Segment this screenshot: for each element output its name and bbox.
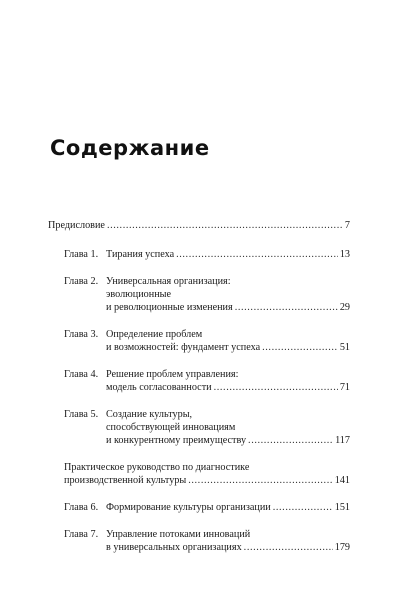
chapter-title-line: Универсальная организация:	[106, 276, 231, 287]
toc-entry-chapter-5	[48, 408, 350, 447]
chapter-number: Глава 4.	[64, 369, 99, 380]
chapter-title-line: модель согласованности	[106, 382, 212, 393]
leader-dots	[214, 381, 338, 394]
chapter-title-line: Формирование культуры организации	[106, 502, 271, 513]
chapter-number: Глава 7.	[64, 529, 99, 540]
leader-dots	[176, 248, 338, 261]
toc-page-number: 7	[344, 220, 350, 231]
toc-page-number: 51	[339, 342, 350, 353]
chapter-number: Глава 3.	[64, 329, 99, 340]
chapter-number: Глава 6.	[64, 502, 99, 513]
leader-dots	[107, 219, 343, 232]
chapter-number: Глава 5.	[64, 409, 99, 420]
chapter-title-line: в универсальных организациях	[106, 542, 242, 553]
chapter-number: Глава 1.	[64, 249, 99, 260]
chapter-title-line: и возможностей: фундамент успеха	[106, 342, 261, 353]
leader-dots	[262, 341, 338, 354]
toc-entry-chapter-7	[48, 528, 350, 554]
toc-entry-chapter-2	[48, 275, 350, 314]
toc-page-number: 141	[334, 475, 350, 486]
chapter-number: Глава 2.	[64, 276, 99, 287]
toc-entry-chapter-6	[48, 501, 350, 514]
chapter-title-line: Определение проблем	[106, 329, 203, 340]
toc-page-number: 29	[339, 302, 350, 313]
toc-entry-preface	[48, 219, 350, 232]
chapter-title-line: и революционные изменения	[106, 302, 233, 313]
toc-entry-chapter-1	[48, 248, 350, 261]
leader-dots	[188, 474, 332, 487]
chapter-title-line: Создание культуры,	[106, 409, 193, 420]
leader-dots	[235, 301, 338, 314]
toc-entry-title: Предисловие	[48, 220, 105, 231]
leader-dots	[248, 434, 333, 447]
guide-title-line: производственной культуры	[64, 475, 187, 486]
leader-dots	[273, 501, 333, 514]
toc-entry-chapter-4	[48, 368, 350, 394]
chapter-title-line: Решение проблем управления:	[106, 369, 239, 380]
page-title: Содержание	[50, 136, 210, 160]
chapter-title-line: способствующей инновациям	[106, 422, 236, 433]
chapter-title-line: Управление потоками инноваций	[106, 529, 251, 540]
toc-entry-chapter-3	[48, 328, 350, 354]
toc-page-number: 71	[339, 382, 350, 393]
chapter-title-line: Тирания успеха	[106, 249, 175, 260]
toc-entry-practical-guide	[48, 461, 350, 487]
toc-page-number: 179	[334, 542, 350, 553]
toc-page-number: 13	[339, 249, 350, 260]
leader-dots	[244, 541, 333, 554]
toc-page-number: 117	[335, 435, 350, 446]
chapter-title-line: и конкурентному преимуществу	[106, 435, 247, 446]
toc-page-number: 151	[334, 502, 350, 513]
guide-title-line: Практическое руководство по диагностике	[64, 462, 250, 473]
table-of-contents	[48, 219, 350, 568]
chapter-title-line: эволюционные	[106, 289, 172, 300]
